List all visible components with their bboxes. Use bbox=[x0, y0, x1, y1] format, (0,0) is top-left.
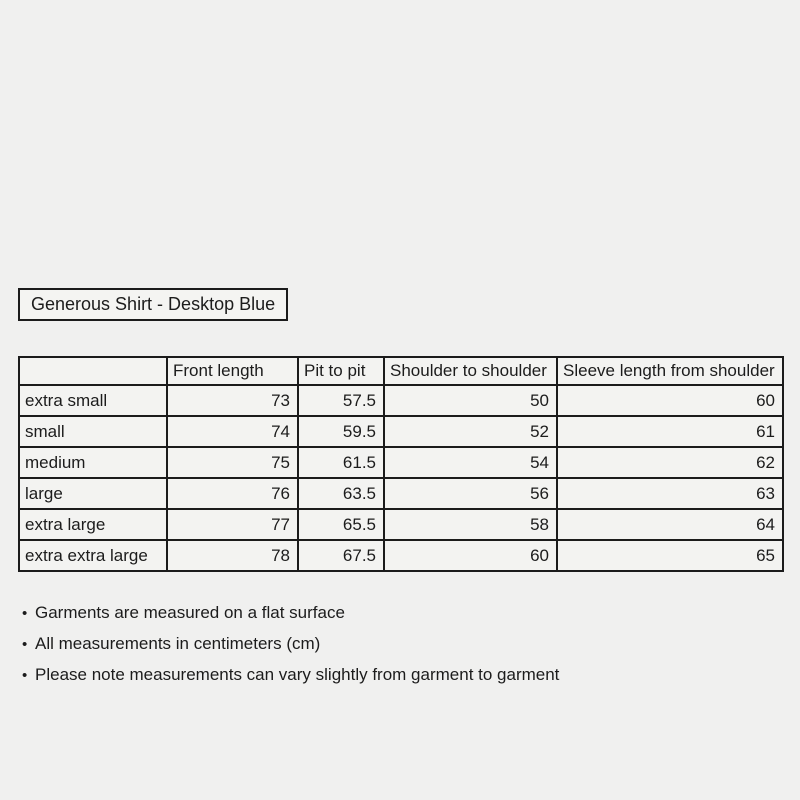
pit-to-pit-value: 65.5 bbox=[298, 509, 384, 540]
table-row-small bbox=[19, 416, 783, 447]
pit-to-pit-value: 57.5 bbox=[298, 385, 384, 416]
column-header-sleeve-length: Sleeve length from shoulder bbox=[557, 357, 783, 385]
shoulder-to-shoulder-value: 54 bbox=[384, 447, 557, 478]
pit-to-pit-value: 59.5 bbox=[298, 416, 384, 447]
note-item bbox=[22, 603, 559, 634]
column-header-size bbox=[19, 357, 167, 385]
notes-list bbox=[22, 603, 559, 696]
size-label: large bbox=[19, 478, 167, 509]
shoulder-to-shoulder-value: 60 bbox=[384, 540, 557, 571]
note-text: Please note measurements can vary slightly from garment to garment bbox=[35, 665, 560, 684]
size-label: extra large bbox=[19, 509, 167, 540]
sleeve-length-value: 60 bbox=[557, 385, 783, 416]
front-length-value: 74 bbox=[167, 416, 298, 447]
product-title: Generous Shirt - Desktop Blue bbox=[31, 294, 276, 314]
size-chart-table bbox=[18, 356, 784, 572]
size-label: medium bbox=[19, 447, 167, 478]
shoulder-to-shoulder-value: 52 bbox=[384, 416, 557, 447]
shoulder-to-shoulder-value: 56 bbox=[384, 478, 557, 509]
front-length-value: 73 bbox=[167, 385, 298, 416]
table-row-extra-large bbox=[19, 509, 783, 540]
size-label: extra small bbox=[19, 385, 167, 416]
sleeve-length-value: 64 bbox=[557, 509, 783, 540]
bullet-marker: • bbox=[22, 667, 28, 684]
product-title-box bbox=[18, 288, 288, 321]
note-text: All measurements in centimeters (cm) bbox=[35, 634, 321, 653]
pit-to-pit-value: 67.5 bbox=[298, 540, 384, 571]
header-row bbox=[19, 357, 783, 385]
front-length-value: 76 bbox=[167, 478, 298, 509]
pit-to-pit-value: 63.5 bbox=[298, 478, 384, 509]
front-length-value: 78 bbox=[167, 540, 298, 571]
sleeve-length-value: 62 bbox=[557, 447, 783, 478]
size-label: extra extra large bbox=[19, 540, 167, 571]
shoulder-to-shoulder-value: 50 bbox=[384, 385, 557, 416]
note-item bbox=[22, 665, 559, 696]
column-header-pit-to-pit: Pit to pit bbox=[298, 357, 384, 385]
column-header-shoulder-to-shoulder: Shoulder to shoulder bbox=[384, 357, 557, 385]
table-row-large bbox=[19, 478, 783, 509]
note-item bbox=[22, 634, 559, 665]
column-header-front-length: Front length bbox=[167, 357, 298, 385]
sleeve-length-value: 65 bbox=[557, 540, 783, 571]
table-row-medium bbox=[19, 447, 783, 478]
bullet-marker: • bbox=[22, 605, 28, 622]
bullet-marker: • bbox=[22, 636, 28, 653]
table-row-extra-small bbox=[19, 385, 783, 416]
front-length-value: 75 bbox=[167, 447, 298, 478]
front-length-value: 77 bbox=[167, 509, 298, 540]
sleeve-length-value: 61 bbox=[557, 416, 783, 447]
table-row-extra-extra-large bbox=[19, 540, 783, 571]
note-text: Garments are measured on a flat surface bbox=[35, 603, 345, 622]
pit-to-pit-value: 61.5 bbox=[298, 447, 384, 478]
shoulder-to-shoulder-value: 58 bbox=[384, 509, 557, 540]
sleeve-length-value: 63 bbox=[557, 478, 783, 509]
size-label: small bbox=[19, 416, 167, 447]
